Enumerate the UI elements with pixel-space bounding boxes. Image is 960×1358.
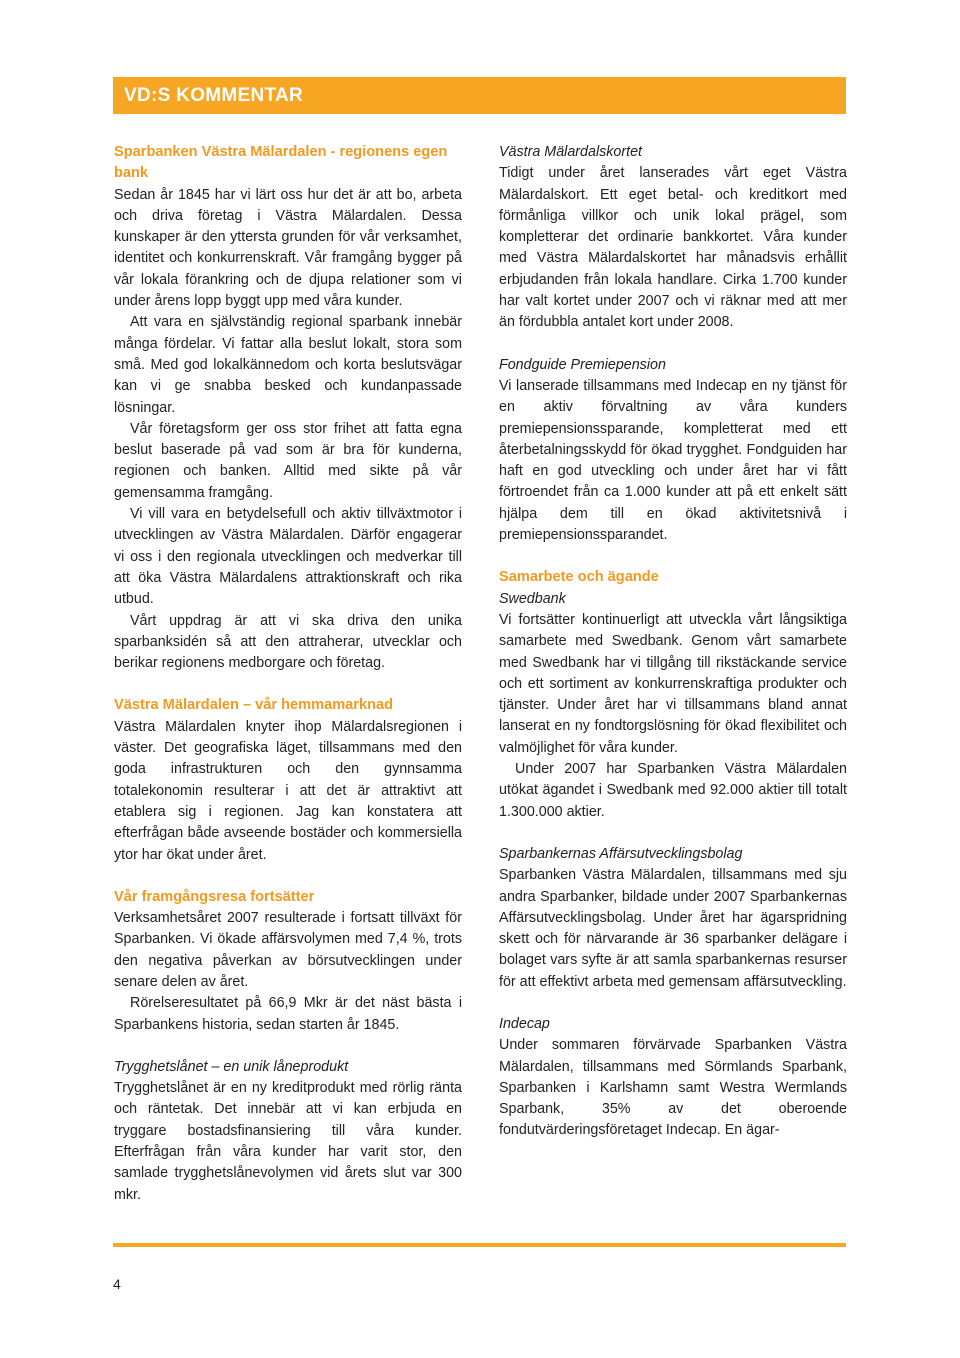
section-subheading: Fondguide Premiepension	[499, 356, 666, 373]
section-subheading: Västra Mälardalskortet	[499, 144, 643, 160]
section-regional-bank	[114, 142, 462, 674]
section-subheading: Trygghetslånet – en unik låneprodukt	[114, 1058, 349, 1075]
section-heading: Samarbete och ägande	[499, 569, 659, 586]
section-heading: Sparbanken Västra Mälardalen - regionens egen bank	[114, 144, 448, 182]
paragraph: Västra Mälardalen knyter ihop Mälardalsregionen i väster. Det geografiska läget, tillsammans med den goda infrastrukturen och den gynnsamma totalekonomin resulterar i att det är attraktivt att etablera sig i regionen. Jag kan konstatera att efterfrågan både avseende bostäder och kommersiella ytor har ökat under året.	[114, 718, 462, 863]
section-heading: Vår framgångsresa fortsätter	[114, 888, 315, 905]
paragraph: Verksamhetsåret 2007 resulterade i fortsatt tillväxt för Sparbanken. Vi ökade affärsvolymen med 7,4 %, trots den negativa påverkan av börsutvecklingen under senare delen av året.	[114, 910, 462, 990]
paragraph: Vi fortsätter kontinuerligt att utveckla vårt långsiktiga samarbete med Swedbank. Genom vårt samarbete med Swedbank har vi tillgång till rikstäckande service och ett sortiment av konkurrenskraftiga produkter och tjänster. Under året har vi tillsammans bland annat lanserat en ny fondtorgslösning för ökad flexibilitet och valmöjlighet för våra kunder.	[499, 611, 847, 756]
paragraph: Vårt uppdrag är att vi ska driva den unika sparbanksidén så att den attraherar, utvecklar och berikar regionens medborgare och företag.	[114, 612, 462, 672]
paragraph: Trygghetslånet är en ny kreditprodukt med rörlig ränta och räntetak. Det innebär att vi kan erbjuda en tryggare bostadsfinansiering till våra kunder. Efterfrågan från våra kunder har varit stor, den samlade trygghetslånevolymen vid årets slut var 300 mkr.	[114, 1080, 462, 1203]
paragraph: Sparbanken Västra Mälardalen, tillsammans med sju andra Sparbanker, bildade under 2007 Sparbankernas Affärsutvecklingsbolag. Under året har ägarspridning skett och för närvarande är 36 sparbanker delägare i bolaget vars syfte är att samla sparbankernas resurser för att effektivt arbeta med gemensam affärsutveckling.	[499, 867, 847, 990]
section-success-journey	[114, 887, 462, 1036]
section-banner	[113, 77, 846, 114]
paragraph: Under sommaren förvärvade Sparbanken Västra Mälardalen, tillsammans med Sörmlands Sparbank, Sparbanken i Karlshamn samt Westra Wermlands Sparbank, 35% av det oberoende fondutvärderingsföretaget Indecap. En ägar-	[499, 1037, 847, 1139]
section-trygghetslanet	[114, 1057, 462, 1206]
section-malardalskortet	[499, 142, 847, 334]
left-column	[114, 142, 462, 1227]
section-affarsutvecklingsbolag	[499, 844, 847, 993]
paragraph: Att vara en självständig regional sparbank innebär många fördelar. Vi fattar alla beslut lokalt, stora som små. Med god lokalkännedom och korta beslutsvägar kan vi ge snabba besked och kundanpassade lösningar.	[114, 314, 462, 416]
page-number: 4	[113, 1276, 121, 1292]
paragraph: Vår företagsform ger oss stor frihet att fatta egna beslut baserade på vad som är bra för kunderna, regionen och banken. Alltid med sikte på vår gemensamma framgång.	[114, 420, 462, 501]
section-fondguide	[499, 355, 847, 547]
paragraph: Rörelseresultatet på 66,9 Mkr är det näst bästa i Sparbankens historia, sedan starten år 1845.	[114, 995, 462, 1033]
paragraph: Sedan år 1845 har vi lärt oss hur det är att bo, arbeta och driva företag i Västra Mälardalen. Dessa kunskaper är den yttersta grunden för vår verksamhet, identitet och konkurrenskraft. Vår framgång bygger på vår lokala förankring och de djupa relationer som vi under årens lopp byggt upp med våra kunder.	[114, 186, 462, 310]
paragraph: Tidigt under året lanserades vårt eget Västra Mälardalskort. Ett eget betal- och kreditkort med förmånliga villkor och unik lokal prägel, som kompletterar det ordinarie bankkortet. Våra kunder med Västra Mälardalskortet har månadsvis erhållit erbjudanden från lokala handlare. Cirka 1.700 kunder har valt kortet under 2007 och vi räknar med att mer än fördubbla antalet kort under 2008.	[499, 165, 847, 331]
right-column	[499, 142, 847, 1163]
footer-divider	[113, 1243, 846, 1247]
section-subheading: Sparbankernas Affärsutvecklingsbolag	[499, 845, 743, 862]
section-heading: Västra Mälardalen – vår hemmamarknad	[114, 697, 394, 714]
page-title: VD:S KOMMENTAR	[124, 84, 304, 106]
section-cooperation	[499, 567, 847, 823]
section-home-market	[114, 695, 462, 865]
paragraph: Under 2007 har Sparbanken Västra Mälardalen utökat ägandet i Swedbank med 92.000 aktier till totalt 1.300.000 aktier.	[499, 761, 847, 820]
section-subheading: Swedbank	[499, 590, 566, 607]
paragraph: Vi lanserade tillsammans med Indecap en ny tjänst för en aktiv förvaltning av våra kunders premiepensionssparande, kompletterat med ett återbetalningsskydd för ökad trygghet. Fondguiden har haft en god utveckling och under året har vi fått förtroendet från ca 1.000 kunder att på ett enkelt sätt hjälpa dem till en ökad aktivitetsnivå i premiepensionssparandet.	[499, 377, 847, 544]
section-subheading: Indecap	[499, 1015, 550, 1032]
section-indecap	[499, 1014, 847, 1142]
paragraph: Vi vill vara en betydelsefull och aktiv tillväxtmotor i utvecklingen av Västra Mälardalen. Därför engagerar vi oss i den regionala utvecklingen och medverkar till att öka Västra Mälardalens attraktionskraft och rika utbud.	[114, 506, 462, 608]
